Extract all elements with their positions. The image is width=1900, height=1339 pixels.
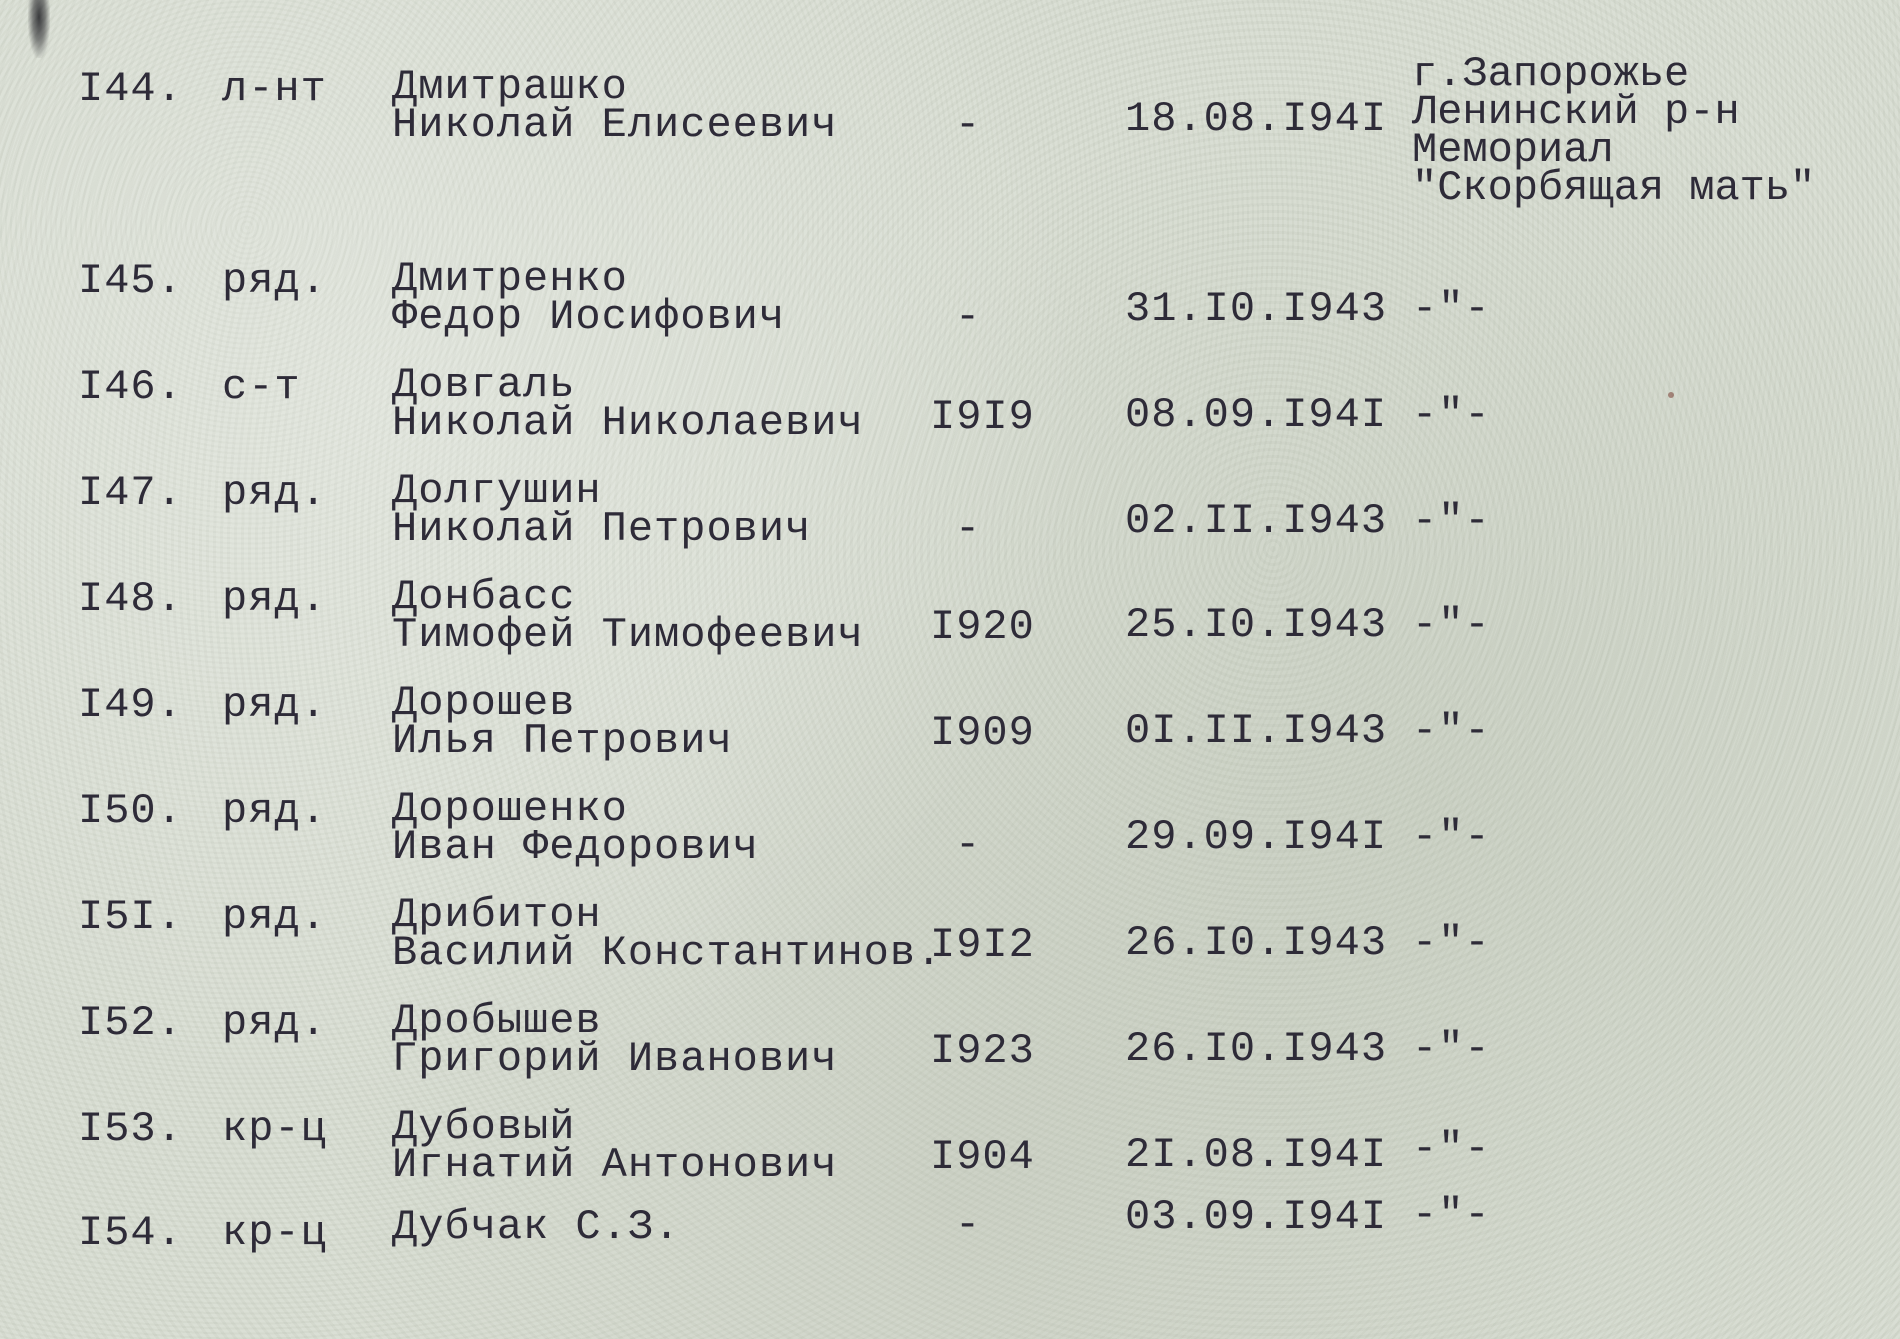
- record-surname: Дмитрашко: [392, 63, 628, 111]
- record-given-names: Григорий Иванович: [392, 1035, 838, 1083]
- record-rank: ряд.: [222, 257, 327, 305]
- record-number: I48.: [78, 575, 183, 623]
- record-rank: ряд.: [222, 469, 327, 517]
- record-rank: ряд.: [222, 999, 327, 1047]
- record-given-names: Николай Елисеевич: [392, 101, 838, 149]
- record-burial-place: -"-: [1412, 601, 1491, 649]
- record-rank: л-нт: [222, 65, 327, 113]
- record-given-names: Иван Федорович: [392, 823, 759, 871]
- record-number: I46.: [78, 363, 183, 411]
- record-given-names: Николай Петрович: [392, 505, 812, 553]
- record-burial-place: -"-: [1412, 285, 1491, 333]
- burial-line: г.Запорожье: [1412, 50, 1690, 98]
- record-surname: Довгаль: [392, 361, 576, 409]
- record-burial-place: -"-: [1412, 497, 1491, 545]
- record-surname: Дрибитон: [392, 891, 602, 939]
- burial-line: Мемориал: [1412, 126, 1614, 174]
- record-burial-place: -"-: [1412, 813, 1491, 861]
- record-death-date: 25.I0.I943: [1125, 601, 1388, 649]
- record-rank: кр-ц: [222, 1209, 327, 1257]
- record-rank: кр-ц: [222, 1105, 327, 1153]
- record-death-date: 31.I0.I943: [1125, 285, 1388, 333]
- record-death-date: 08.09.I94I: [1125, 391, 1388, 439]
- record-surname: Дорошев: [392, 679, 576, 727]
- record-birth-year: I909: [930, 709, 1035, 757]
- record-death-date: 2I.08.I94I: [1125, 1131, 1388, 1179]
- burial-line: "Скорбящая мать": [1412, 164, 1816, 212]
- record-rank: с-т: [222, 363, 301, 411]
- record-number: I52.: [78, 999, 183, 1047]
- record-number: I47.: [78, 469, 183, 517]
- record-given-names: Игнатий Антонович: [392, 1141, 838, 1189]
- record-number: I54.: [78, 1209, 183, 1257]
- record-number: I44.: [78, 65, 183, 113]
- record-birth-year: -: [955, 101, 982, 149]
- record-rank: ряд.: [222, 893, 327, 941]
- record-given-names: Василий Константинов.: [392, 929, 943, 977]
- record-surname: Донбасс: [392, 573, 576, 621]
- record-surname: Дубчак С.З.: [392, 1203, 681, 1251]
- record-burial-place: -"-: [1412, 1025, 1491, 1073]
- record-number: I53.: [78, 1105, 183, 1153]
- record-surname: Дорошенко: [392, 785, 628, 833]
- record-birth-year: I904: [930, 1133, 1035, 1181]
- record-surname: Долгушин: [392, 467, 602, 515]
- record-death-date: 29.09.I94I: [1125, 813, 1388, 861]
- record-surname: Дробышев: [392, 997, 602, 1045]
- record-burial-place: -"-: [1412, 919, 1491, 967]
- record-burial-place: -"-: [1412, 391, 1491, 439]
- record-death-date: 18.08.I94I: [1125, 95, 1388, 143]
- record-burial-place: -"-: [1412, 1191, 1491, 1239]
- record-death-date: 26.I0.I943: [1125, 1025, 1388, 1073]
- record-birth-year: I9I2: [930, 921, 1035, 969]
- record-birth-year: I920: [930, 603, 1035, 651]
- record-death-date: 0I.II.I943: [1125, 707, 1388, 755]
- record-burial-place: -"-: [1412, 707, 1491, 755]
- record-birth-year: -: [955, 505, 982, 553]
- record-rank: ряд.: [222, 787, 327, 835]
- record-birth-year: I923: [930, 1027, 1035, 1075]
- record-number: I45.: [78, 257, 183, 305]
- record-birth-year: -: [955, 821, 982, 869]
- record-death-date: 26.I0.I943: [1125, 919, 1388, 967]
- burial-line: Ленинский р-н: [1412, 88, 1740, 136]
- record-number: I5I.: [78, 893, 183, 941]
- record-burial-place: -"-: [1412, 1125, 1491, 1173]
- record-birth-year: I9I9: [930, 393, 1035, 441]
- record-number: I49.: [78, 681, 183, 729]
- record-given-names: Николай Николаевич: [392, 399, 864, 447]
- record-number: I50.: [78, 787, 183, 835]
- record-rank: ряд.: [222, 575, 327, 623]
- record-burial-place: [1412, 50, 1816, 212]
- record-given-names: Федор Иосифович: [392, 293, 786, 341]
- record-birth-year: -: [955, 293, 982, 341]
- record-rank: ряд.: [222, 681, 327, 729]
- record-surname: Дубовый: [392, 1103, 576, 1151]
- record-given-names: Тимофей Тимофеевич: [392, 611, 864, 659]
- record-surname: Дмитренко: [392, 255, 628, 303]
- record-given-names: Илья Петрович: [392, 717, 733, 765]
- record-death-date: 02.II.I943: [1125, 497, 1388, 545]
- record-birth-year: -: [955, 1201, 982, 1249]
- record-death-date: 03.09.I94I: [1125, 1193, 1388, 1241]
